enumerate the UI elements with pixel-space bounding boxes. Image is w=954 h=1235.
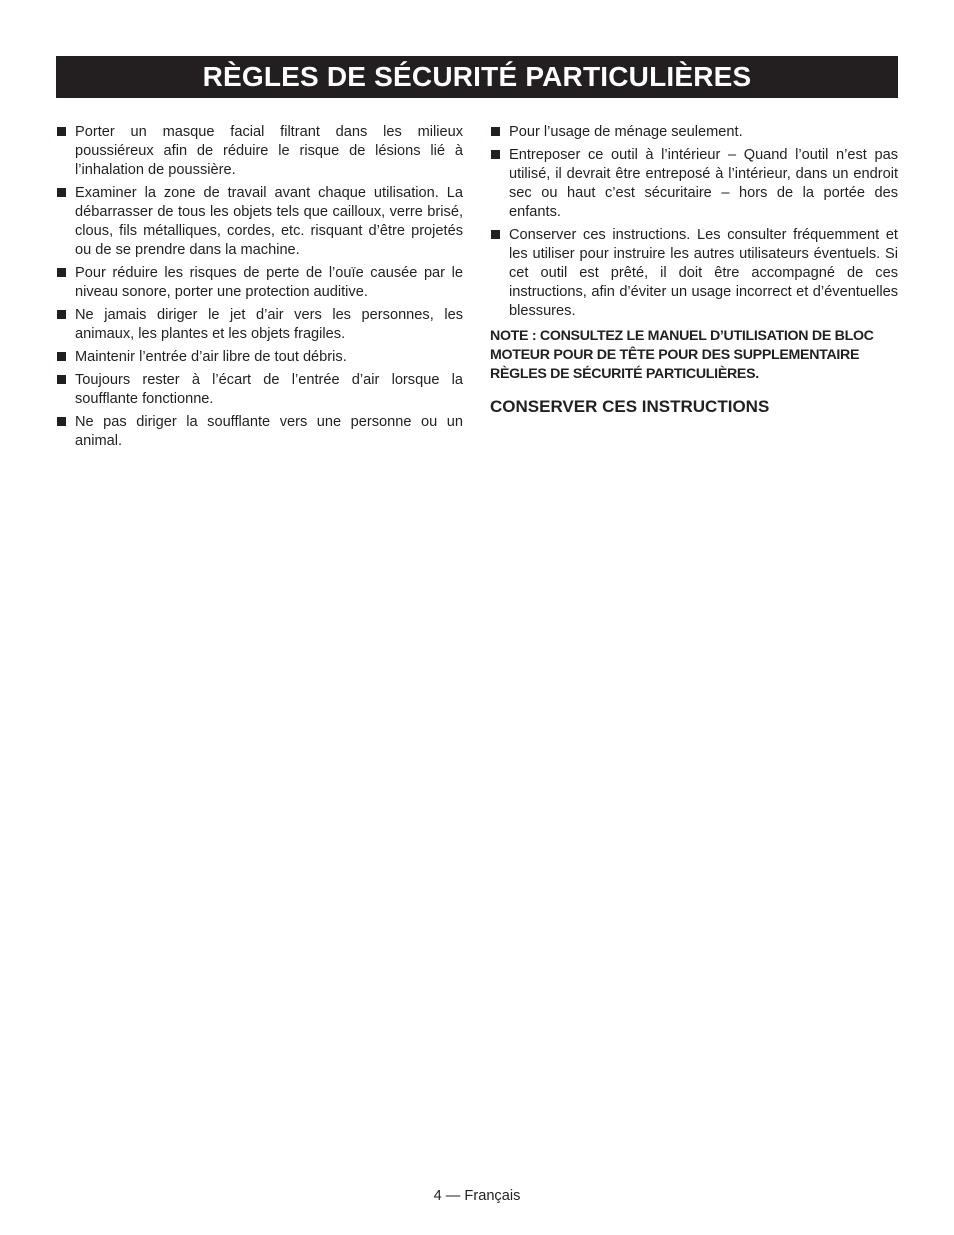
list-item-text: Porter un masque facial filtrant dans les milieux poussiéreux afin de réduire le risque de lésions lié à l’inhalation de poussière.	[75, 124, 463, 178]
list-item	[490, 226, 898, 321]
square-bullet-icon	[57, 352, 66, 361]
list-item	[490, 146, 898, 222]
list-item	[56, 348, 463, 367]
safety-rules-list-left	[56, 123, 463, 451]
square-bullet-icon	[57, 375, 66, 384]
list-item-text: Toujours rester à l’écart de l’entrée d’air lorsque la soufflante fonctionne.	[75, 372, 463, 407]
list-item-text: Ne jamais diriger le jet d’air vers les personnes, les animaux, les plantes et les objets fragiles.	[75, 307, 463, 342]
page-title: RÈGLES DE SÉCURITÉ PARTICULIÈRES	[202, 61, 752, 92]
list-item-text: Conserver ces instructions. Les consulter fréquemment et les utiliser pour instruire les autres utilisateurs éventuels. Si cet outil est prêté, il doit être accompagné de ces instructions, afin d’éviter un usage incorrect et d’éventuelles blessures.	[509, 227, 898, 319]
square-bullet-icon	[57, 417, 66, 426]
left-column	[56, 123, 463, 455]
square-bullet-icon	[57, 268, 66, 277]
title-banner	[56, 56, 898, 98]
safety-rules-list-right	[490, 123, 898, 321]
conserver-instructions-heading: CONSERVER CES INSTRUCTIONS	[490, 397, 770, 416]
list-item	[56, 306, 463, 344]
list-item-text: Maintenir l’entrée d’air libre de tout débris.	[75, 349, 347, 365]
square-bullet-icon	[491, 230, 500, 239]
list-item-text: Examiner la zone de travail avant chaque utilisation. La débarrasser de tous les objets tels que cailloux, verre brisé, clous, fils métalliques, cordes, etc. risquant d’être projetés ou de se prendre dans la machine.	[75, 185, 463, 258]
list-item	[56, 123, 463, 180]
list-item	[56, 413, 463, 451]
note-paragraph: NOTE : CONSULTEZ LE MANUEL D’UTILISATION DE BLOC MOTEUR POUR DE TÊTE POUR DES SUPPLEMENTAIRE RÈGLES DE SÉCURITÉ PARTICULIÈRES.	[490, 328, 874, 382]
list-item	[490, 123, 898, 142]
square-bullet-icon	[57, 310, 66, 319]
list-item	[56, 264, 463, 302]
page-footer: 4 — Français	[433, 1188, 521, 1204]
square-bullet-icon	[491, 127, 500, 136]
square-bullet-icon	[491, 150, 500, 159]
list-item	[56, 184, 463, 260]
list-item-text: Pour l’usage de ménage seulement.	[509, 124, 743, 140]
list-item-text: Pour réduire les risques de perte de l’ouïe causée par le niveau sonore, porter une protection auditive.	[75, 265, 463, 300]
list-item-text: Entreposer ce outil à l’intérieur – Quand l’outil n’est pas utilisé, il devrait être entreposé à l’intérieur, dans un endroit sec ou haut c’est sécuritaire – hors de la portée des enfants.	[509, 147, 898, 220]
right-column	[490, 123, 898, 417]
square-bullet-icon	[57, 127, 66, 136]
list-item-text: Ne pas diriger la soufflante vers une personne ou un animal.	[75, 414, 463, 449]
list-item	[56, 371, 463, 409]
square-bullet-icon	[57, 188, 66, 197]
